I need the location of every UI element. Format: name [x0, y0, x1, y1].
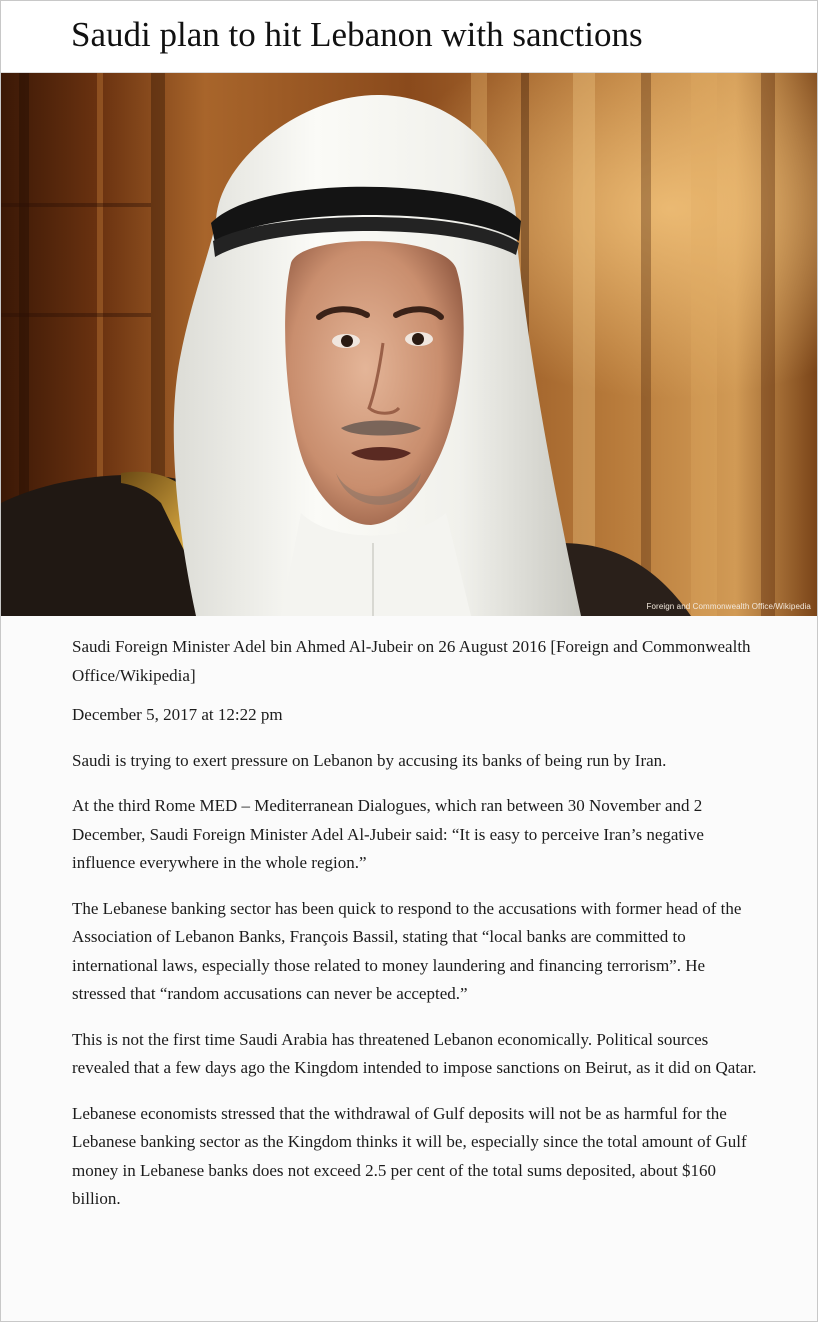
- article-paragraph: At the third Rome MED – Mediterranean Dialogues, which ran between 30 November and 2 December, Saudi Foreign Minister Adel Al-Jubeir said: “It is easy to perceive Iran’s negative influence everywhere in the whole region.”: [72, 796, 704, 872]
- photo-illustration: [1, 73, 817, 616]
- article-paragraph: Lebanese economists stressed that the withdrawal of Gulf deposits will not be as harmful for the Lebanese banking sector as the Kingdom thinks it will be, especially since the total amount of Gulf money in Lebanese banks does not exceed 2.5 per cent of the total sums deposited, about $160 billion.: [72, 1103, 747, 1208]
- publish-date: December 5, 2017 at 12:22 pm: [72, 705, 283, 724]
- article-paragraph: This is not the first time Saudi Arabia has threatened Lebanon economically. Political sources revealed that a few days ago the Kingdom intended to impose sanctions on Beirut, as it did on Qatar.: [72, 1029, 757, 1077]
- article-paragraph: The Lebanese banking sector has been quick to respond to the accusations with former head of the Association of Lebanon Banks, François Bassil, stating that “local banks are committed to international laws, especially those related to money laundering and financing terrorism”. He stressed that “random accusations can never be accepted.”: [72, 898, 742, 1003]
- photo-credit: Foreign and Commonwealth Office/Wikipedia: [646, 602, 811, 611]
- article-paragraph: Saudi is trying to exert pressure on Lebanon by accusing its banks of being run by Iran.: [72, 750, 667, 770]
- page-title: Saudi plan to hit Lebanon with sanctions: [71, 15, 643, 54]
- photo-caption: Saudi Foreign Minister Adel bin Ahmed Al-Jubeir on 26 August 2016 [Foreign and Commonwealth Office/Wikipedia]: [72, 637, 751, 685]
- article-header: [1, 1, 817, 73]
- article-photo: [1, 73, 817, 616]
- article-body: [72, 633, 762, 1231]
